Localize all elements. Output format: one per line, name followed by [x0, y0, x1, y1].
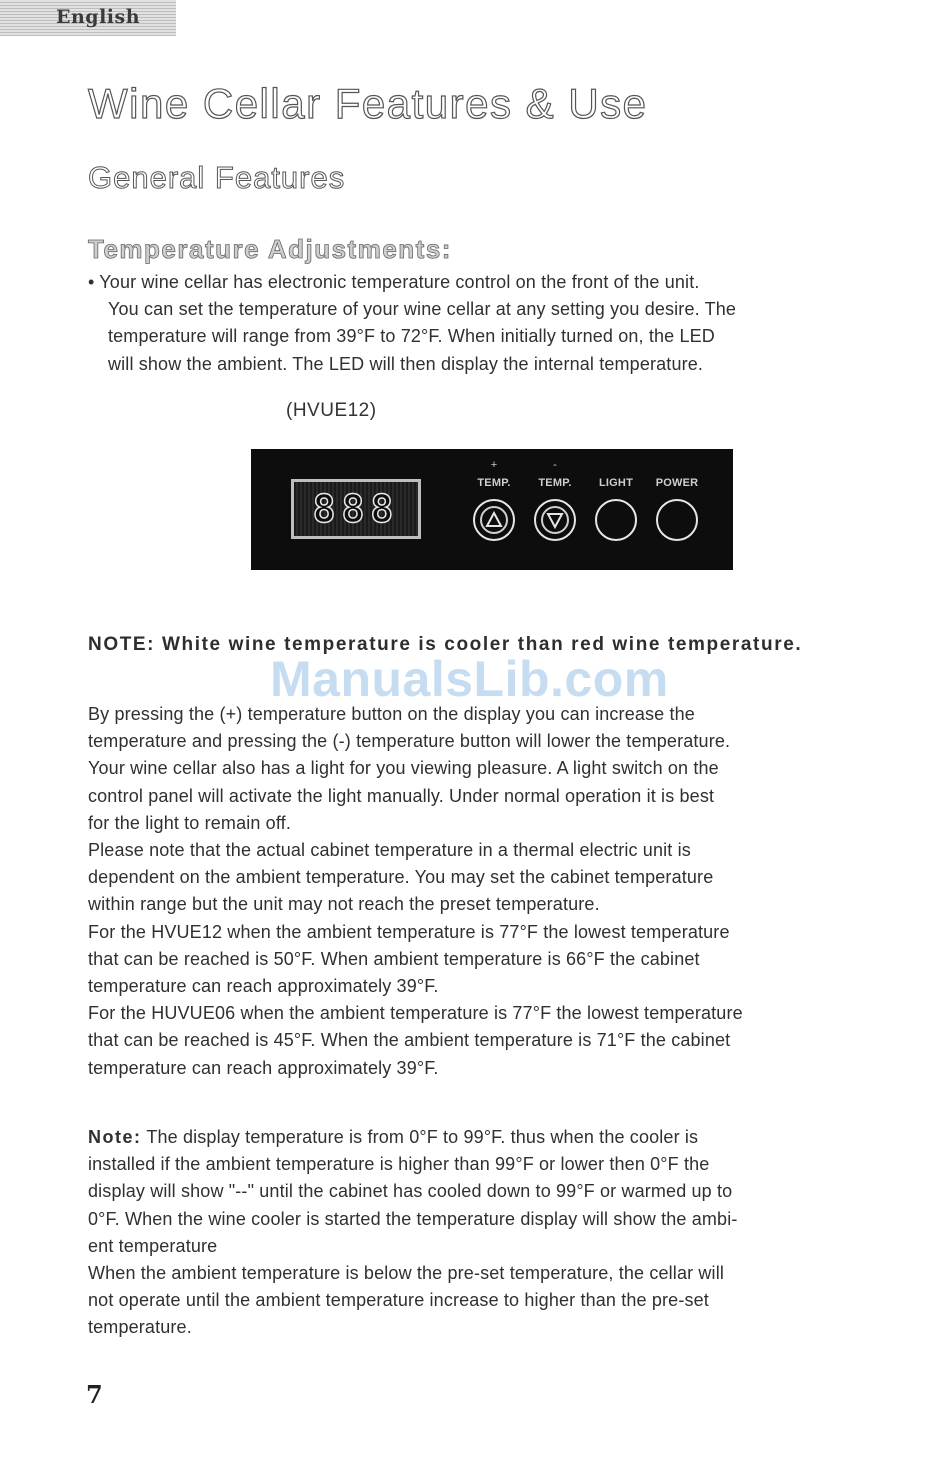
temperature-adjustments-heading: Temperature Adjustments:	[88, 234, 452, 264]
light-control	[588, 459, 644, 541]
power-label: POWER	[655, 477, 699, 489]
body-line: By pressing the (+) temperature button on the display you can increase the	[88, 704, 695, 724]
body-line: within range but the unit may not reach the preset temperature.	[88, 894, 600, 915]
model-label: (HVUE12)	[286, 400, 377, 421]
note2-line: not operate until the ambient temperature increase to higher than the pre-set	[88, 1290, 709, 1311]
watermark: ManualsLib.com	[270, 651, 669, 707]
body-line: For the HVUE12 when the ambient temperature is 77°F the lowest temperature	[88, 921, 730, 942]
note2-line: display will show "--" until the cabinet has cooled down to 99°F or warmed up to	[88, 1181, 733, 1202]
body-line: temperature and pressing the (-) temperature button will lower the temperature.	[88, 731, 731, 752]
body-line: For the HUVUE06 when the ambient temperature is 77°F the lowest temperature	[88, 1003, 743, 1024]
note2-first-line	[88, 1124, 878, 1151]
light-button	[595, 499, 637, 541]
power-sign	[649, 459, 705, 471]
bullet-line: • Your wine cellar has electronic temperature control on the front of the unit.	[88, 272, 700, 292]
language-tab: English	[0, 0, 176, 36]
plus-sign: +	[490, 459, 498, 471]
power-control	[649, 459, 705, 541]
temperature-bullet	[88, 269, 868, 378]
light-sign	[588, 459, 644, 471]
body-line: dependent on the ambient temperature. You may set the cabinet temperature	[88, 867, 714, 888]
note2-first-line-text: The display temperature is from 0°F to 99°F. thus when the cooler is	[141, 1127, 699, 1147]
temp-down-control	[527, 459, 583, 541]
led-display-digits: 888	[312, 487, 400, 531]
light-label: LIGHT	[599, 477, 633, 489]
up-triangle-icon	[485, 511, 503, 529]
note2-line: temperature.	[88, 1317, 192, 1338]
temp-up-control	[466, 459, 522, 541]
bullet-line: temperature will range from 39°F to 72°F. When initially turned on, the LED	[108, 326, 715, 347]
body-line: Please note that the actual cabinet temperature in a thermal electric unit is	[88, 840, 691, 861]
temp-up-label: TEMP.	[477, 477, 511, 489]
temp-up-button	[473, 499, 515, 541]
control-panel-illustration	[251, 449, 733, 570]
body-line: for the light to remain off.	[88, 812, 291, 833]
page-title: Wine Cellar Features & Use	[88, 80, 648, 127]
display-note	[88, 1124, 878, 1342]
bullet-line: You can set the temperature of your wine cellar at any setting you desire. The	[108, 299, 737, 320]
note-prefix: Note:	[88, 1127, 142, 1147]
minus-sign: -	[553, 459, 557, 471]
body-line: control panel will activate the light manually. Under normal operation it is best	[88, 785, 715, 806]
led-display	[291, 479, 421, 539]
power-button	[656, 499, 698, 541]
body-line: that can be reached is 50°F. When ambient temperature is 66°F the cabinet	[88, 948, 700, 969]
body-line: Your wine cellar also has a light for you viewing pleasure. A light switch on the	[88, 758, 719, 779]
down-triangle-icon	[546, 511, 564, 529]
body-line: temperature can reach approximately 39°F.	[88, 1057, 439, 1078]
section-subtitle: General Features	[88, 160, 346, 195]
page-number: 7	[86, 1380, 103, 1409]
body-line: that can be reached is 45°F. When the ambient temperature is 71°F the cabinet	[88, 1030, 731, 1051]
note2-line: 0°F. When the wine cooler is started the temperature display will show the ambi-	[88, 1208, 738, 1229]
body-line: temperature can reach approximately 39°F.	[88, 976, 439, 997]
usage-instructions	[88, 701, 878, 1082]
wine-temperature-note: NOTE: White wine temperature is cooler than red wine temperature.	[88, 634, 803, 655]
bullet-line: will show the ambient. The LED will then display the internal temperature.	[108, 353, 704, 374]
note2-line: When the ambient temperature is below the pre-set temperature, the cellar will	[88, 1263, 724, 1284]
temp-down-label: TEMP.	[538, 477, 572, 489]
note2-line: installed if the ambient temperature is higher than 99°F or lower then 0°F the	[88, 1154, 710, 1175]
temp-down-button	[534, 499, 576, 541]
note2-line: ent temperature	[88, 1235, 218, 1256]
